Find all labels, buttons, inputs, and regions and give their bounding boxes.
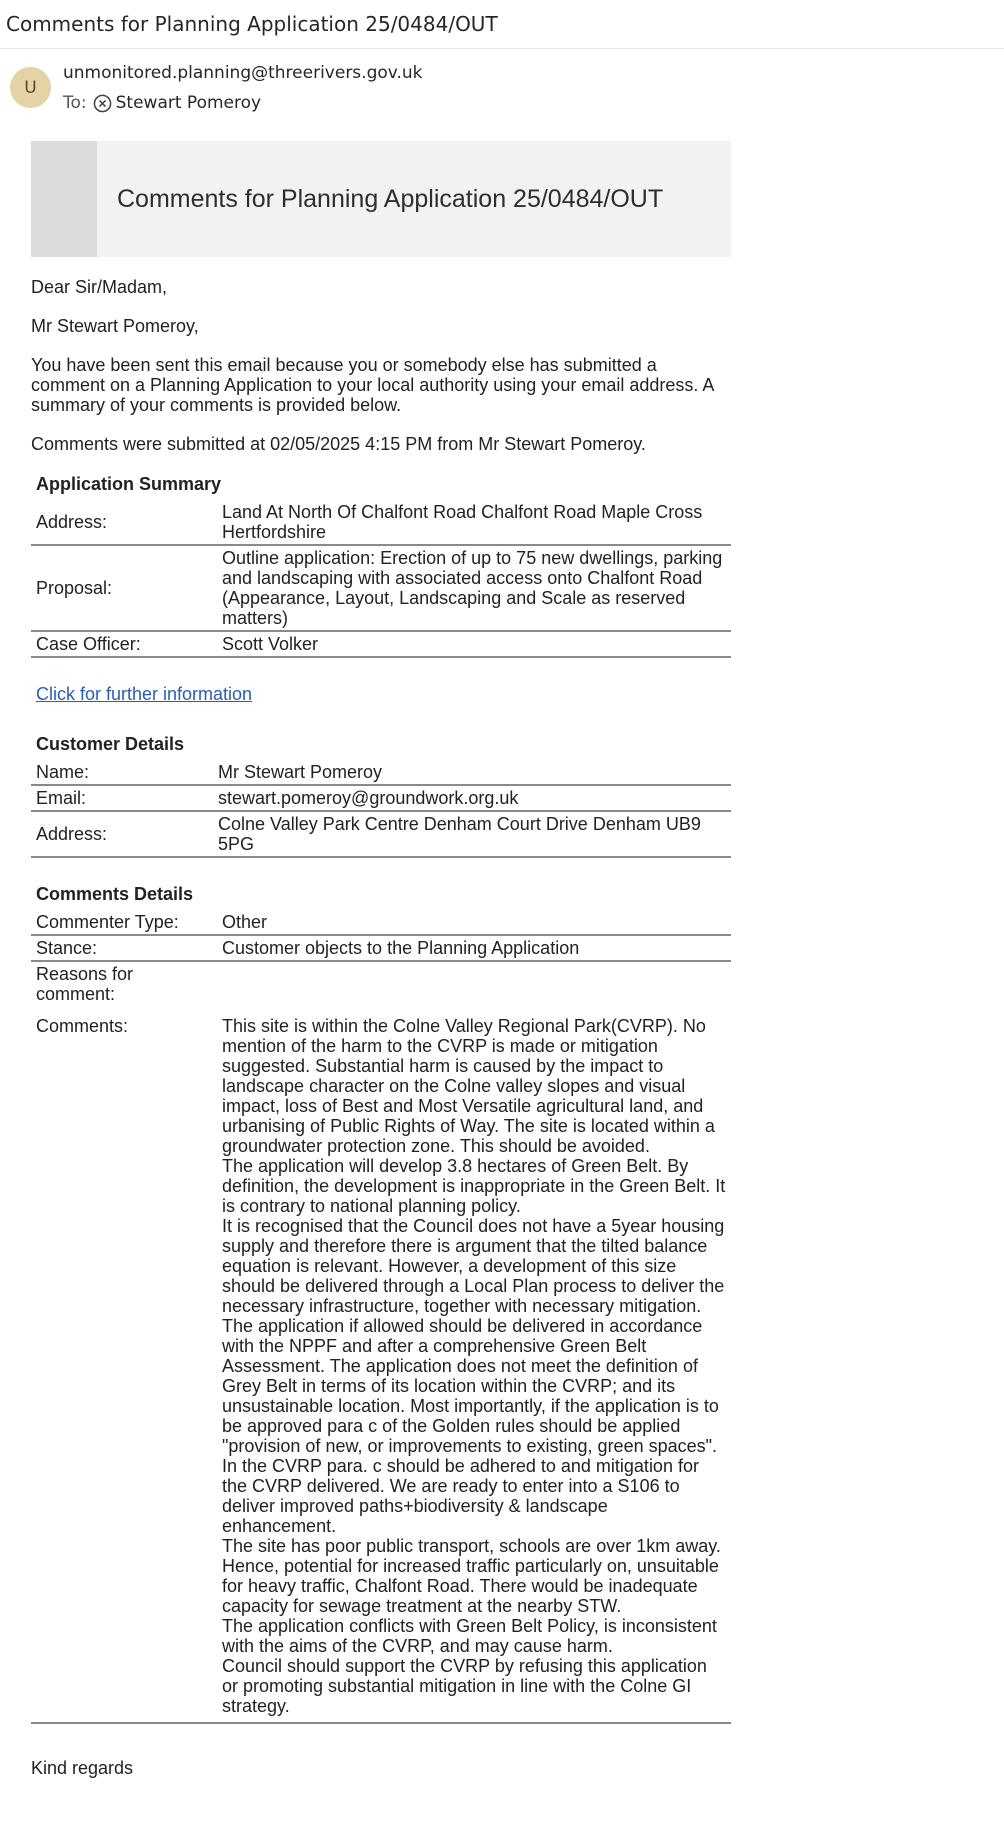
remove-recipient-icon[interactable]	[93, 94, 112, 113]
row-label: Reasons for comment:	[36, 964, 134, 1004]
banner-title: Comments for Planning Application 25/0484/OUT	[117, 185, 664, 213]
greeting: Dear Sir/Madam,	[31, 277, 168, 297]
row-label: Email:	[31, 785, 213, 811]
recipient-name[interactable]: Stewart Pomeroy	[115, 93, 262, 113]
row-label: Proposal:	[31, 545, 217, 631]
banner	[31, 141, 731, 257]
email-body	[31, 141, 731, 1778]
row-label: Commenter Type:	[31, 910, 217, 935]
section-title: Application Summary	[36, 474, 222, 494]
table-row	[31, 785, 731, 811]
table-row	[31, 961, 731, 1006]
comment-paragraph: It is recognised that the Council does not have a 5year housing supply and therefore there is argument that the tilted balance equation is relevant. However, a development of this size should be delivered through a Local Plan process to deliver the necessary infrastructure, together with necessary mitigation.	[222, 1216, 725, 1316]
row-value: Colne Valley Park Centre Denham Court Drive Denham UB9 5PG	[213, 811, 731, 857]
row-value	[217, 961, 731, 1006]
intro-paragraph: You have been sent this email because you or somebody else has submitted a comment on a Planning Application to your local authority using your email address. A summary of your comments is provided below.	[31, 355, 714, 415]
comment-paragraph: The application conflicts with Green Belt Policy, is inconsistent with the aims of the CVRP, and may cause harm.	[222, 1616, 717, 1656]
comments-details	[31, 884, 731, 1724]
table-row	[31, 1006, 731, 1723]
further-info-row	[31, 684, 731, 704]
application-summary-table	[31, 500, 731, 658]
to-label: To:	[63, 93, 87, 113]
comment-paragraph: This site is within the Colne Valley Regional Park(CVRP). No mention of the harm to the CVRP is made or mitigation suggested. Substantial harm is caused by the impact to landscape character on the Colne valley slopes and visual impact, loss of Best and Most Versatile agricultural land, and urbanising of Public Rights of Way. The site is located within a groundwater protection zone. This should be avoided.	[222, 1016, 715, 1156]
sender-header	[0, 49, 1004, 127]
table-row	[31, 910, 731, 935]
comment-paragraph: The application will develop 3.8 hectares of Green Belt. By definition, the development is inappropriate in the Green Belt. It is contrary to national planning policy.	[222, 1156, 726, 1216]
submitted-line: Comments were submitted at 02/05/2025 4:15 PM from Mr Stewart Pomeroy.	[31, 434, 646, 454]
table-row	[31, 811, 731, 857]
email-subject: Comments for Planning Application 25/0484/OUT	[0, 0, 1004, 49]
row-label: Comments:	[31, 1006, 217, 1723]
row-value: Mr Stewart Pomeroy	[213, 760, 731, 785]
row-label: Name:	[31, 760, 213, 785]
row-value: Scott Volker	[217, 631, 731, 657]
banner-accent	[31, 141, 97, 257]
row-label: Address:	[31, 811, 213, 857]
table-row	[31, 500, 731, 545]
comments-details-table	[31, 910, 731, 1724]
row-label: Case Officer:	[31, 631, 217, 657]
row-value: Customer objects to the Planning Application	[217, 935, 731, 961]
avatar[interactable]: U	[10, 67, 51, 108]
row-value: Outline application: Erection of up to 75 new dwellings, parking and landscaping with associated access onto Chalfont Road (Appearance, Layout, Landscaping and Scale as reserved matters)	[217, 545, 731, 631]
table-row	[31, 545, 731, 631]
comment-paragraph: The site has poor public transport, schools are over 1km away. Hence, potential for increased traffic particularly on, unsuitable for heavy traffic, Chalfont Road. There would be inadequate capacity for sewage treatment at the nearby STW.	[222, 1536, 721, 1616]
recipient-line	[63, 93, 261, 113]
section-title: Comments Details	[36, 884, 194, 904]
comment-paragraph: The application if allowed should be delivered in accordance with the NPPF and after a comprehensive Green Belt Assessment. The application does not meet the definition of Grey Belt in terms of its location within the CVRP; and its unsustainable location. Most importantly, if the application is to be approved para c of the Golden rules should be applied "provision of new, or improvements to existing, green spaces". In the CVRP para. c should be adhered to and mitigation for the CVRP delivered. We are ready to enter into a S106 to deliver improved paths+biodiversity & landscape enhancement.	[222, 1316, 719, 1536]
comment-paragraph: Council should support the CVRP by refusing this application or promoting substantial mitigation in line with the Colne GI strategy.	[222, 1656, 707, 1716]
customer-details	[31, 734, 731, 858]
further-info-link[interactable]: Click for further information	[36, 684, 253, 704]
row-value: Land At North Of Chalfont Road Chalfont Road Maple Cross Hertfordshire	[217, 500, 731, 545]
row-value: Other	[217, 910, 731, 935]
row-label: Address:	[31, 500, 217, 545]
addressee: Mr Stewart Pomeroy,	[31, 316, 199, 336]
table-row	[31, 760, 731, 785]
section-title: Customer Details	[36, 734, 185, 754]
sender-address[interactable]: unmonitored.planning@threerivers.gov.uk	[63, 63, 423, 83]
customer-details-table	[31, 760, 731, 858]
closing: Kind regards	[31, 1758, 134, 1778]
row-value[interactable]: stewart.pomeroy@groundwork.org.uk	[213, 785, 731, 811]
row-label: Stance:	[31, 935, 217, 961]
comments-text	[217, 1006, 731, 1723]
application-summary	[31, 474, 731, 658]
table-row	[31, 631, 731, 657]
table-row	[31, 935, 731, 961]
